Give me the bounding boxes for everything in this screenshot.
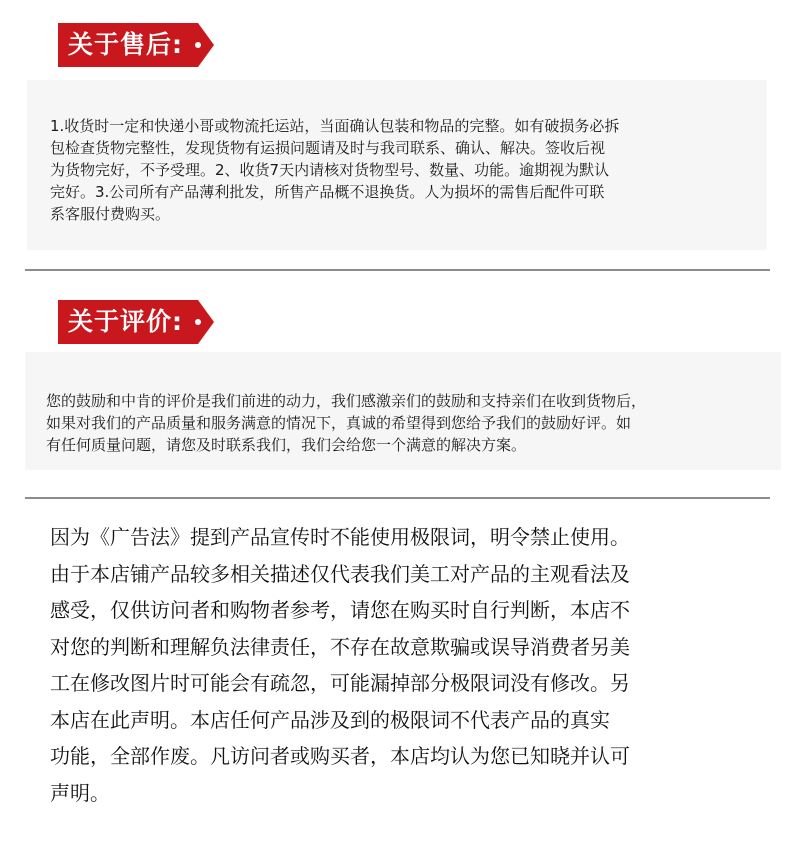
reviews-card xyxy=(25,352,781,470)
reviews-heading: 关于评价: xyxy=(58,300,198,344)
reviews-heading-tag xyxy=(58,300,214,344)
tag-dot-icon xyxy=(195,319,201,325)
after-sales-card xyxy=(27,80,767,250)
section-divider xyxy=(25,497,770,499)
after-sales-heading: 关于售后: xyxy=(58,23,198,67)
reviews-text: 您的鼓励和中肯的评价是我们前进的动力，我们感激亲们的鼓励和支持亲们在收到货物后， 如果对我们的产品质量和服务满意的情况下，真诚的希望得到您给予我们的鼓励好评。如 有任何质量问题，请您及时联系我们，我们会给您一个满意的解决方案。 xyxy=(46,392,647,454)
after-sales-heading-tag xyxy=(58,23,214,67)
tag-dot-icon xyxy=(195,42,201,48)
section-divider xyxy=(25,269,770,271)
after-sales-text: 1.收货时一定和快递小哥或物流托运站，当面确认包装和物品的完整。如有破损务必拆 包检查货物完整性，发现货物有运损问题请及时与我司联系、确认、解决。签收后视 为货物完好，不予受理。2、收货7天内请核对货物型号、数量、功能。逾期视为默认 完好。3.公司所有产品薄利批发，所售产品概不退换货。人为损坏的需售后配件可联 系客服付费购买。 xyxy=(50,117,620,223)
ad-law-notice: 因为《广告法》提到产品宣传时不能使用极限词，明令禁止使用。 由于本店铺产品较多相关描述仅代表我们美工对产品的主观看法及 感受，仅供访问者和购物者参考，请您在购买时自行判断，本店不 对您的判断和理解负法律责任，不存在故意欺骗或误导消费者另美 工在修改图片时可能会有疏忽，可能漏掉部分极限词没有修改。另 本店在此声明。本店任何产品涉及到的极限词不代表产品的真实 功能，全部作废。凡访问者或购买者，本店均认为您已知晓并认可 声明。 xyxy=(50,525,630,805)
